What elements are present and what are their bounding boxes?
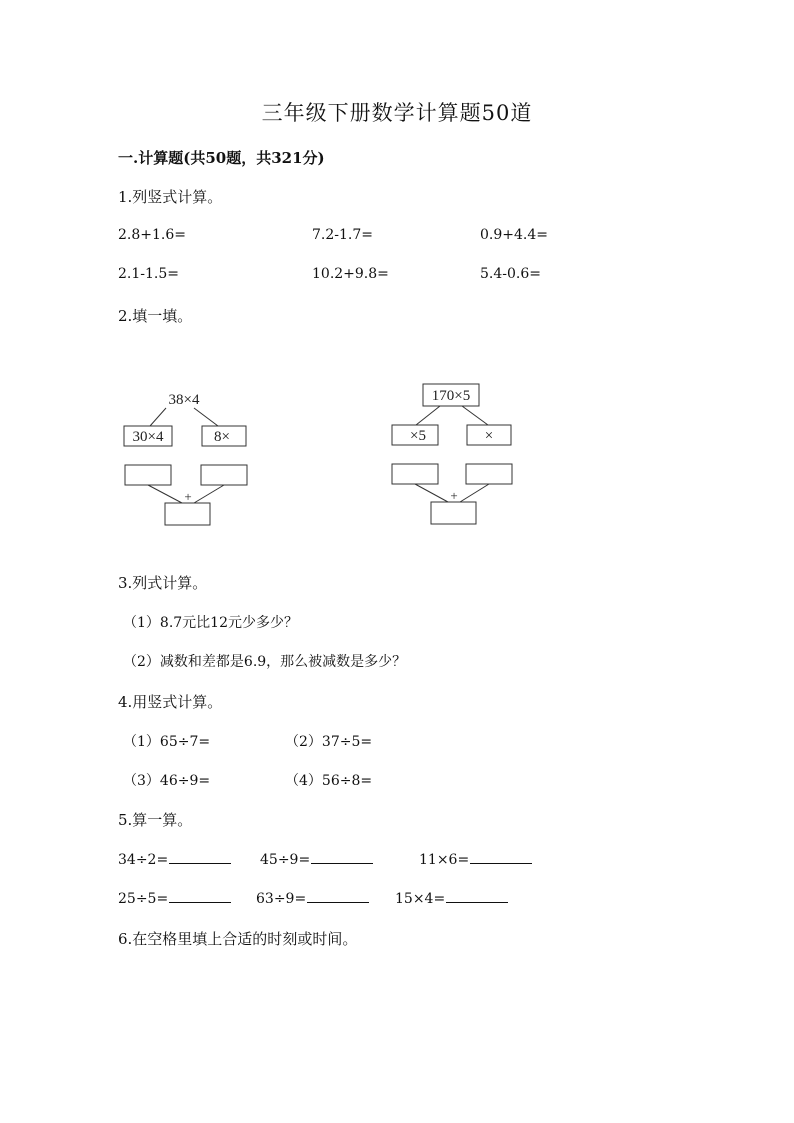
right-top-expression: 170×5 xyxy=(431,388,471,404)
right-answer-box[interactable] xyxy=(466,464,512,484)
q3-item: （2）减数和差都是6.9，那么被减数是多少？ xyxy=(123,654,407,670)
q3-heading: 3.列式计算。 xyxy=(118,574,208,592)
right-plus-sign: + xyxy=(450,488,458,503)
q1-item: 2.8+1.6= xyxy=(118,227,186,243)
q2-heading: 2.填一填。 xyxy=(118,307,193,325)
q5-heading: 5.算一算。 xyxy=(118,811,193,829)
q5-expression: 63÷9= xyxy=(256,891,307,907)
q5-expression: 15×4= xyxy=(395,891,446,907)
answer-blank[interactable] xyxy=(307,888,369,903)
q6-heading: 6.在空格里填上合适的时刻或时间。 xyxy=(118,930,358,948)
answer-blank[interactable] xyxy=(169,849,231,864)
q3-item: （1）8.7元比12元少多少？ xyxy=(123,615,298,631)
q5-expression: 25÷5= xyxy=(118,891,169,907)
q4-item: （3）46÷9= xyxy=(123,773,211,789)
q5-item xyxy=(256,888,369,907)
q5-expression: 45÷9= xyxy=(260,852,311,868)
q4-item: （2）37÷5= xyxy=(285,734,373,750)
left-top-expression: 38×4 xyxy=(168,392,200,408)
q1-item: 2.1-1.5= xyxy=(118,266,179,282)
q4-item: （1）65÷7= xyxy=(123,734,211,750)
q4-heading: 4.用竖式计算。 xyxy=(118,693,223,711)
connector-line xyxy=(194,408,218,426)
q5-expression: 11×6= xyxy=(419,852,470,868)
connector-line xyxy=(415,484,448,502)
right-result-box[interactable] xyxy=(431,502,476,524)
q1-item: 7.2-1.7= xyxy=(312,227,373,243)
page-title: 三年级下册数学计算题50道 xyxy=(261,101,533,125)
connector-line xyxy=(148,485,182,503)
answer-blank[interactable] xyxy=(446,888,508,903)
q4-item: （4）56÷8= xyxy=(285,773,373,789)
q1-item: 10.2+9.8= xyxy=(312,266,389,282)
q5-item xyxy=(118,849,231,868)
left-answer-box[interactable] xyxy=(201,465,247,485)
answer-blank[interactable] xyxy=(169,888,231,903)
connector-line xyxy=(416,406,440,425)
q5-item xyxy=(118,888,231,907)
connector-line xyxy=(462,406,488,425)
right-box-1-text: ×5 xyxy=(410,428,426,444)
left-plus-sign: + xyxy=(184,489,192,504)
connector-line xyxy=(150,408,166,426)
decomposition-diagrams xyxy=(118,380,538,540)
section-heading: 一.计算题(共50题，共321分) xyxy=(118,149,325,167)
left-answer-box[interactable] xyxy=(125,465,171,485)
q1-heading: 1.列竖式计算。 xyxy=(118,188,223,206)
answer-blank[interactable] xyxy=(311,849,373,864)
q5-expression: 34÷2= xyxy=(118,852,169,868)
q5-item xyxy=(260,849,373,868)
q5-item xyxy=(419,849,532,868)
left-box-2-text: 8× xyxy=(214,429,230,445)
right-answer-box[interactable] xyxy=(392,464,438,484)
answer-blank[interactable] xyxy=(470,849,532,864)
q1-item: 0.9+4.4= xyxy=(480,227,548,243)
right-box-2-text: × xyxy=(484,428,494,444)
q5-item xyxy=(395,888,508,907)
left-box-1-text: 30×4 xyxy=(132,429,164,445)
q1-item: 5.4-0.6= xyxy=(480,266,541,282)
left-result-box[interactable] xyxy=(165,503,210,525)
connector-line xyxy=(460,484,489,502)
connector-line xyxy=(194,485,224,503)
